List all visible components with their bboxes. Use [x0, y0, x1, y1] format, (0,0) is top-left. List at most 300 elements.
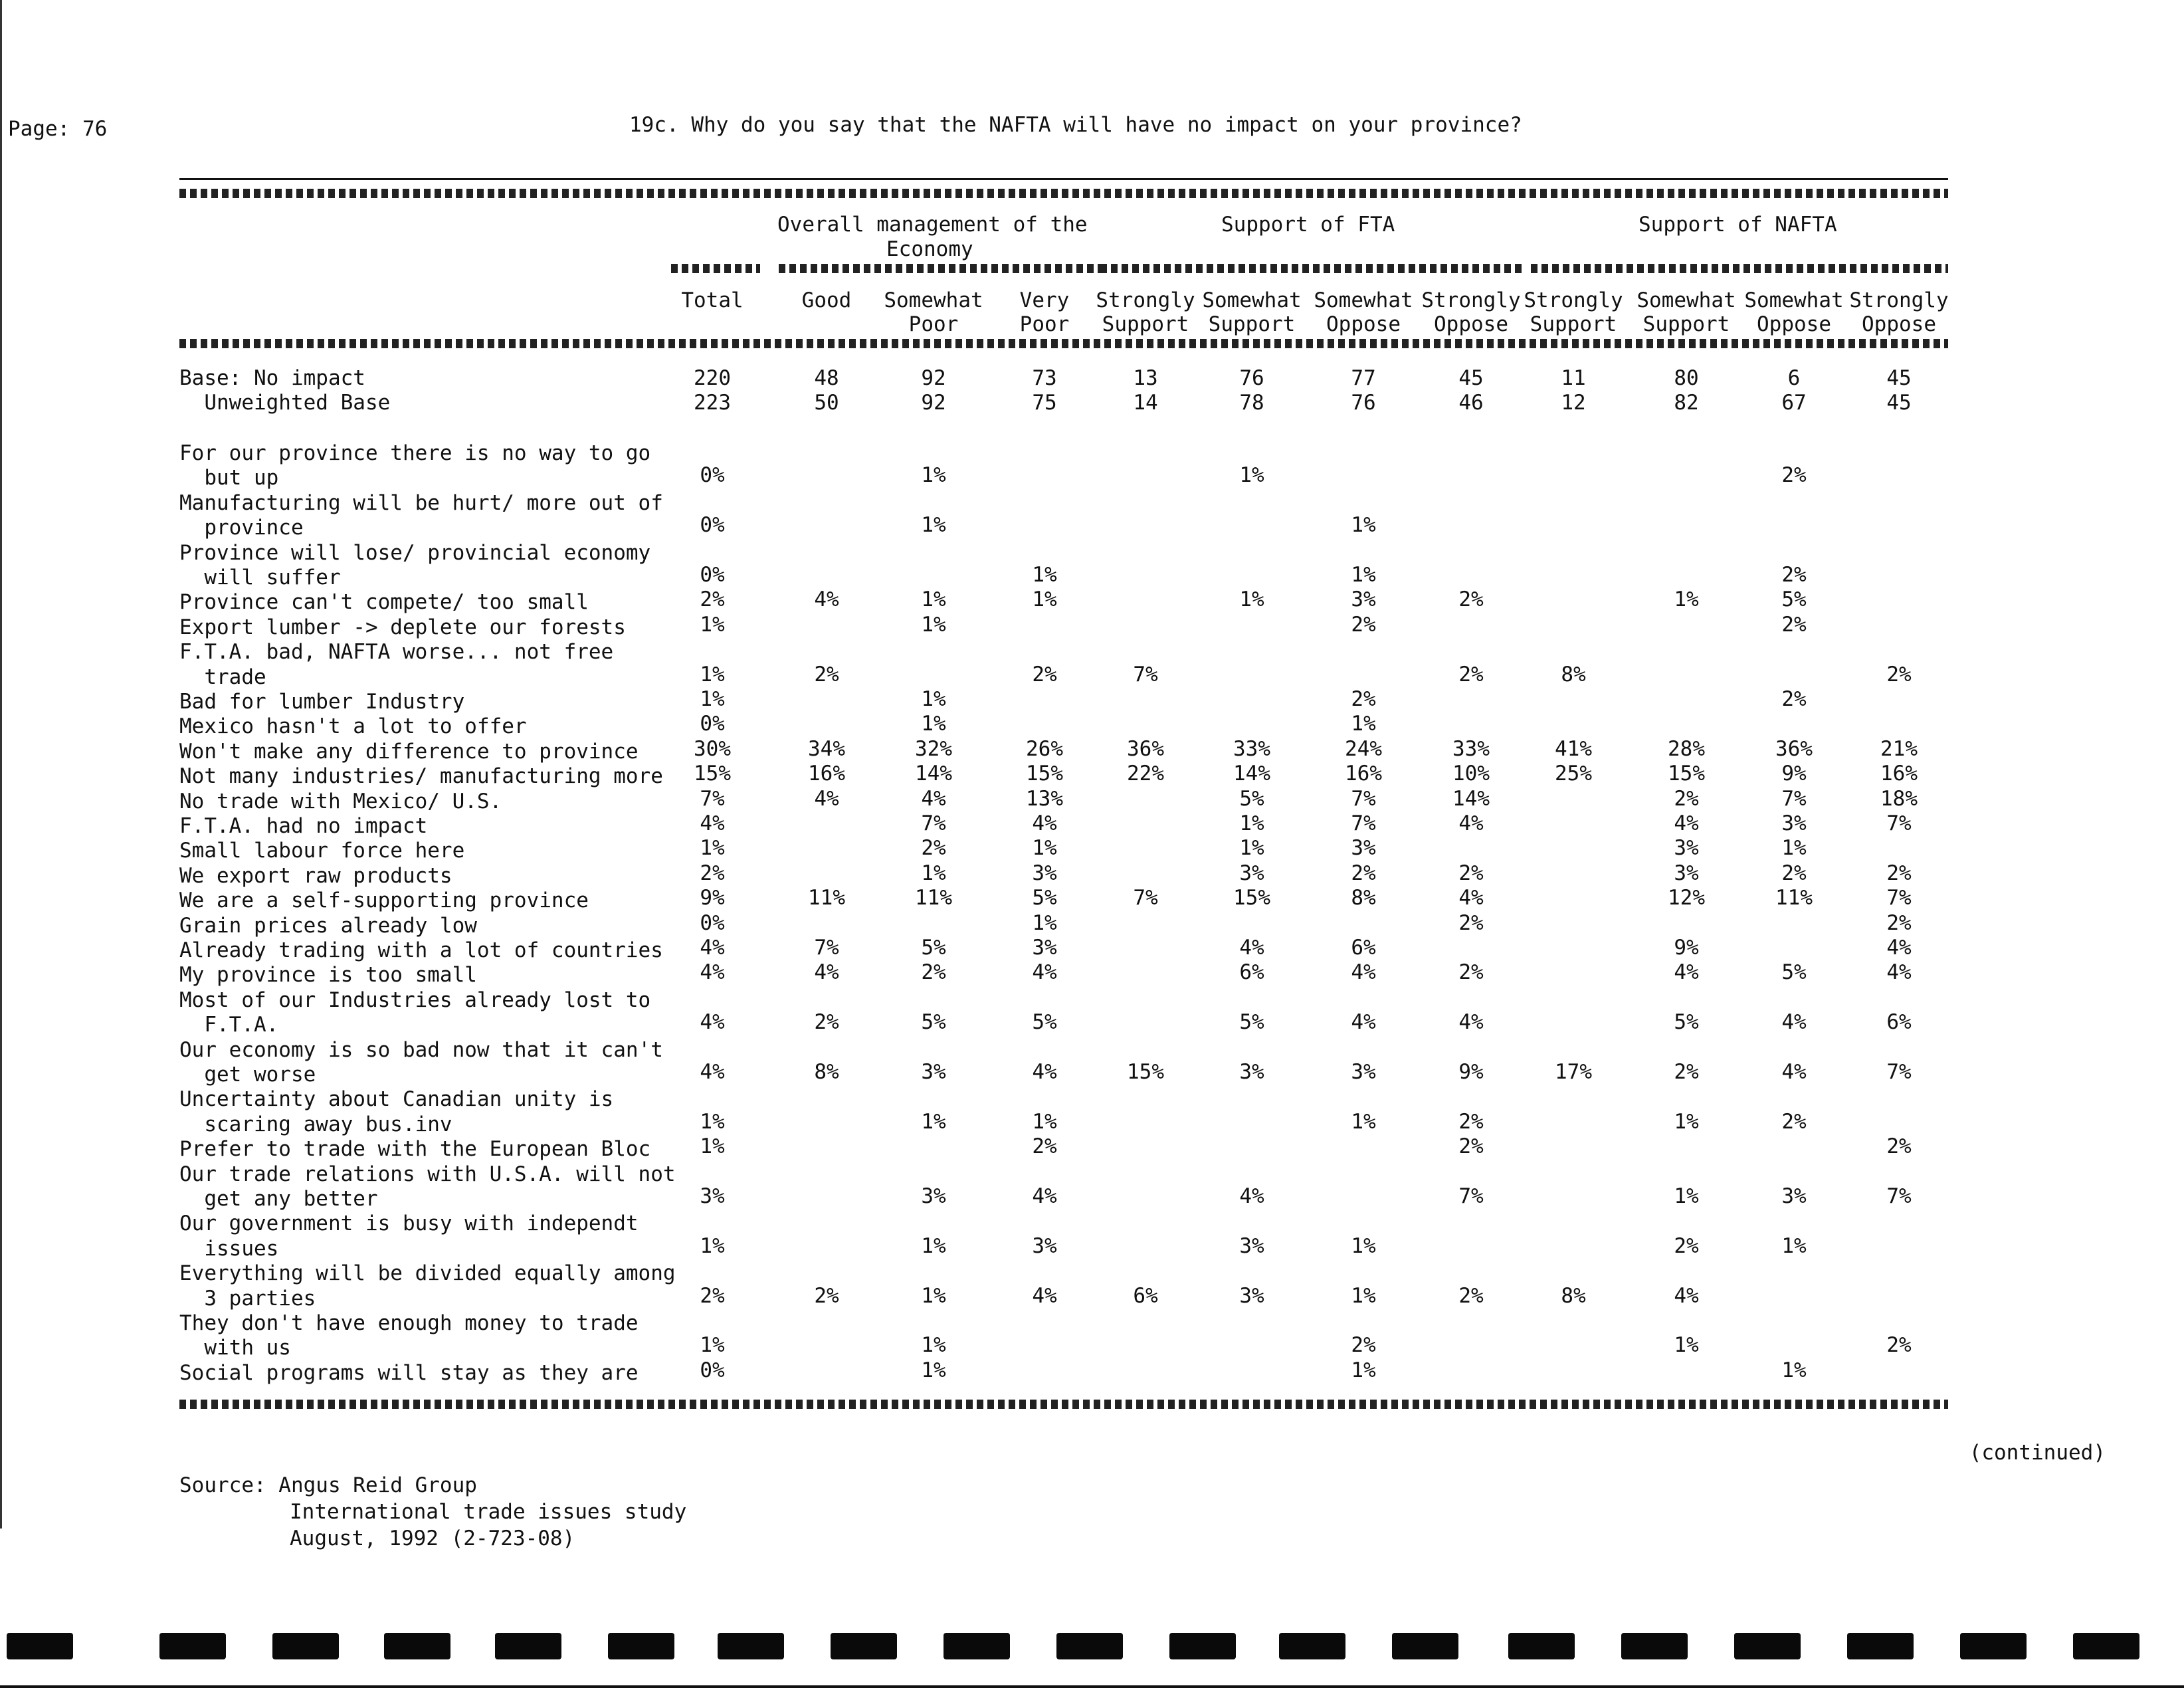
cell-value: 3% — [1674, 861, 1699, 885]
cell-value: 1% — [1781, 836, 1807, 861]
column-header-line2: Support — [1208, 312, 1296, 336]
column-header-line2: Support — [1102, 312, 1189, 336]
cell-value: 14% — [915, 762, 952, 786]
cell-value: 2% — [1781, 861, 1807, 885]
cell-value: 7% — [1133, 662, 1158, 687]
footer-bar — [7, 1633, 73, 1659]
cell-value: 2% — [1674, 1060, 1699, 1084]
cell-value: 8% — [1561, 1283, 1586, 1308]
footer-bar — [1169, 1633, 1236, 1659]
cell-value: 34% — [808, 736, 845, 761]
cell-value: 7% — [1886, 811, 1912, 835]
base-value: 48 — [814, 366, 839, 390]
row-label: Mexico hasn't a lot to offer — [179, 714, 527, 739]
dashed-rule-bottom — [179, 1400, 1948, 1409]
cell-value: 2% — [1886, 662, 1912, 687]
cell-value: 26% — [1026, 736, 1063, 761]
cell-value: 1% — [1781, 1358, 1807, 1382]
cell-value: 25% — [1555, 762, 1592, 786]
cell-value: 7% — [1781, 786, 1807, 811]
row-label-line1: Province will lose/ provincial economy — [179, 540, 651, 565]
footer-bar — [1392, 1633, 1458, 1659]
column-header-line1: Somewhat — [1202, 288, 1302, 312]
cell-value: 4% — [1886, 960, 1912, 985]
cell-value: 4% — [921, 786, 946, 811]
footer-bar — [1621, 1633, 1688, 1659]
cell-value: 4% — [700, 1060, 725, 1084]
footer-bar — [2073, 1633, 2139, 1659]
cell-value: 7% — [1886, 886, 1912, 910]
cell-value: 1% — [1032, 836, 1057, 861]
cell-value: 0% — [700, 712, 725, 736]
cell-value: 6% — [1133, 1283, 1158, 1308]
cell-value: 2% — [921, 836, 946, 861]
cell-value: 1% — [700, 662, 725, 687]
cell-value: 4% — [1032, 1184, 1057, 1208]
cell-value: 1% — [1781, 1233, 1807, 1258]
cell-value: 5% — [1781, 960, 1807, 985]
footer-bar — [159, 1633, 226, 1659]
cell-value: 2% — [700, 587, 725, 612]
row-label: Prefer to trade with the European Bloc — [179, 1137, 651, 1162]
cell-value: 4% — [814, 587, 839, 612]
cell-value: 5% — [1239, 1010, 1264, 1035]
cell-value: 6% — [1351, 936, 1376, 960]
row-label: province — [179, 516, 304, 540]
cell-value: 2% — [1458, 910, 1484, 935]
base-value: 76 — [1239, 366, 1264, 390]
group-header-nafta: Support of NAFTA — [1638, 213, 1837, 237]
row-label: get worse — [179, 1063, 316, 1087]
cell-value: 2% — [1032, 662, 1057, 687]
row-label-line1: They don't have enough money to trade — [179, 1311, 639, 1335]
dash-economy — [779, 264, 1107, 273]
row-label: Export lumber -> deplete our forests — [179, 615, 626, 639]
cell-value: 3% — [1239, 1233, 1264, 1258]
cell-value: 3% — [1674, 836, 1699, 861]
cell-value: 1% — [1032, 587, 1057, 612]
cell-value: 7% — [1133, 886, 1158, 910]
cell-value: 1% — [1674, 1333, 1699, 1358]
cell-value: 3% — [1239, 1283, 1264, 1308]
row-label: Social programs will stay as they are — [179, 1360, 639, 1385]
cell-value: 4% — [1674, 811, 1699, 835]
cell-value: 1% — [1351, 513, 1376, 538]
cell-value: 9% — [1674, 936, 1699, 960]
cell-value: 13% — [1026, 786, 1063, 811]
cell-value: 6% — [1886, 1010, 1912, 1035]
row-label: We are a self-supporting province — [179, 889, 589, 913]
footer-bar — [1847, 1633, 1914, 1659]
cell-value: 11% — [915, 886, 952, 910]
cell-value: 4% — [1781, 1060, 1807, 1084]
cell-value: 33% — [1233, 736, 1270, 761]
bottom-rule — [0, 1685, 2184, 1688]
cell-value: 2% — [1458, 1109, 1484, 1134]
cell-value: 1% — [921, 1358, 946, 1382]
footer-bar — [943, 1633, 1010, 1659]
row-label-line1: Our government is busy with independt — [179, 1212, 639, 1236]
cell-value: 1% — [1351, 563, 1376, 587]
row-label-line1: Most of our Industries already lost to — [179, 988, 651, 1012]
base-value: 220 — [694, 366, 731, 390]
cell-value: 5% — [1781, 587, 1807, 612]
cell-value: 22% — [1127, 762, 1164, 786]
cell-value: 1% — [921, 463, 946, 488]
group-header-economy: Overall management of the — [777, 213, 1088, 237]
row-label: We export raw products — [179, 863, 452, 888]
cell-value: 1% — [700, 1109, 725, 1134]
cell-value: 4% — [700, 811, 725, 835]
row-label: F.T.A. had no impact — [179, 814, 428, 838]
base-value: 14 — [1133, 391, 1158, 415]
cell-value: 9% — [1458, 1060, 1484, 1084]
row-label: trade — [179, 665, 266, 689]
cell-value: 1% — [921, 513, 946, 538]
row-label: Won't make any difference to province — [179, 739, 639, 764]
cell-value: 1% — [1239, 811, 1264, 835]
cell-value: 7% — [1351, 786, 1376, 811]
cell-value: 4% — [814, 960, 839, 985]
cell-value: 1% — [1351, 1233, 1376, 1258]
base-value: 92 — [921, 391, 946, 415]
cell-value: 1% — [1674, 1109, 1699, 1134]
cell-value: 2% — [1781, 563, 1807, 587]
group-header-fta: Support of FTA — [1221, 213, 1395, 237]
cell-value: 1% — [1351, 1283, 1376, 1308]
cell-value: 4% — [1886, 936, 1912, 960]
base-value: 50 — [814, 391, 839, 415]
cell-value: 2% — [814, 662, 839, 687]
cell-value: 2% — [700, 1283, 725, 1308]
cell-value: 33% — [1452, 736, 1490, 761]
cell-value: 2% — [1886, 1333, 1912, 1358]
cell-value: 3% — [1351, 587, 1376, 612]
footer-bar — [608, 1633, 674, 1659]
cell-value: 8% — [1351, 886, 1376, 910]
cell-value: 14% — [1452, 786, 1490, 811]
footer-bar — [272, 1633, 339, 1659]
source-line-3: August, 1992 (2-723-08) — [290, 1527, 575, 1550]
dash-total — [671, 264, 760, 273]
cell-value: 2% — [1351, 687, 1376, 711]
cell-value: 3% — [1351, 1060, 1376, 1084]
footer-bar — [1279, 1633, 1345, 1659]
cell-value: 1% — [1351, 1358, 1376, 1382]
cell-value: 2% — [1458, 662, 1484, 687]
cell-value: 3% — [921, 1184, 946, 1208]
cell-value: 3% — [1239, 861, 1264, 885]
cell-value: 2% — [700, 861, 725, 885]
cell-value: 1% — [1351, 1109, 1376, 1134]
footer-bar — [1734, 1633, 1801, 1659]
cell-value: 2% — [814, 1283, 839, 1308]
cell-value: 7% — [1886, 1184, 1912, 1208]
cell-value: 2% — [1458, 587, 1484, 612]
cell-value: 2% — [1674, 786, 1699, 811]
cell-value: 1% — [921, 1283, 946, 1308]
cell-value: 10% — [1452, 762, 1490, 786]
row-label: Already trading with a lot of countries — [179, 938, 663, 962]
base-value: 78 — [1239, 391, 1264, 415]
row-label: but up — [179, 466, 279, 490]
cell-value: 16% — [808, 762, 845, 786]
cell-value: 4% — [1032, 811, 1057, 835]
row-label: issues — [179, 1236, 279, 1261]
group-header-economy-line2: Economy — [886, 237, 973, 261]
cell-value: 4% — [1458, 886, 1484, 910]
footer-bar — [495, 1633, 561, 1659]
column-header-line2: Poor — [908, 312, 959, 336]
cell-value: 4% — [814, 786, 839, 811]
cell-value: 1% — [1239, 587, 1264, 612]
cell-value: 15% — [1233, 886, 1270, 910]
cell-value: 4% — [1239, 936, 1264, 960]
cell-value: 15% — [1127, 1060, 1164, 1084]
top-rule — [179, 178, 1948, 180]
cell-value: 4% — [700, 936, 725, 960]
footer-bar — [718, 1633, 784, 1659]
base-value: 92 — [921, 366, 946, 390]
row-label: with us — [179, 1336, 291, 1360]
cell-value: 2% — [1781, 463, 1807, 488]
cell-value: 5% — [921, 936, 946, 960]
cell-value: 4% — [1032, 1060, 1057, 1084]
base-value: 13 — [1133, 366, 1158, 390]
cell-value: 1% — [921, 612, 946, 637]
cell-value: 1% — [1674, 587, 1699, 612]
cell-value: 0% — [700, 563, 725, 587]
column-header-line1: Somewhat — [1314, 288, 1413, 312]
cell-value: 1% — [921, 712, 946, 736]
row-label: Small labour force here — [179, 839, 465, 863]
cell-value: 4% — [1674, 960, 1699, 985]
cell-value: 14% — [1233, 762, 1270, 786]
base-value: 76 — [1351, 391, 1376, 415]
cell-value: 3% — [1781, 811, 1807, 835]
cell-value: 3% — [921, 1060, 946, 1084]
cell-value: 0% — [700, 910, 725, 935]
base-label: Base: No impact — [179, 366, 365, 390]
cell-value: 1% — [921, 1233, 946, 1258]
cell-value: 4% — [1351, 960, 1376, 985]
column-header-line1: Somewhat — [1744, 288, 1844, 312]
row-label-line1: Our economy is so bad now that it can't — [179, 1037, 663, 1062]
cell-value: 2% — [1781, 1109, 1807, 1134]
base-value: 223 — [694, 391, 731, 415]
cell-value: 3% — [1032, 861, 1057, 885]
column-header-line2: Oppose — [1862, 312, 1936, 336]
column-header-line2: Poor — [1019, 312, 1070, 336]
cell-value: 16% — [1880, 762, 1918, 786]
column-header-line2: Support — [1530, 312, 1617, 336]
row-label: F.T.A. — [179, 1013, 279, 1037]
cell-value: 28% — [1668, 736, 1705, 761]
cell-value: 3% — [1781, 1184, 1807, 1208]
source-line-2: International trade issues study — [290, 1500, 687, 1524]
cell-value: 4% — [700, 1010, 725, 1035]
cell-value: 2% — [1351, 1333, 1376, 1358]
row-label-line1: For our province there is no way to go — [179, 441, 651, 465]
cell-value: 1% — [1239, 836, 1264, 861]
dashed-rule-header — [179, 339, 1948, 348]
cell-value: 2% — [1351, 612, 1376, 637]
page-number: Page: 76 — [8, 117, 108, 141]
dash-fta — [1100, 264, 1522, 273]
cell-value: 2% — [1886, 1134, 1912, 1159]
cell-value: 0% — [700, 513, 725, 538]
base-label: Unweighted Base — [179, 391, 391, 415]
base-value: 67 — [1781, 391, 1807, 415]
cell-value: 1% — [700, 836, 725, 861]
cell-value: 21% — [1880, 736, 1918, 761]
cell-value: 24% — [1345, 736, 1382, 761]
cell-value: 9% — [1781, 762, 1807, 786]
row-label: scaring away bus.inv — [179, 1112, 452, 1136]
cell-value: 32% — [915, 736, 952, 761]
cell-value: 8% — [814, 1060, 839, 1084]
base-value: 46 — [1458, 391, 1484, 415]
cell-value: 3% — [1032, 1233, 1057, 1258]
cell-value: 1% — [700, 612, 725, 637]
cell-value: 3% — [1351, 836, 1376, 861]
column-header-line1: Good — [801, 288, 852, 312]
cell-value: 2% — [1781, 612, 1807, 637]
cell-value: 7% — [814, 936, 839, 960]
cell-value: 3% — [700, 1184, 725, 1208]
cell-value: 16% — [1345, 762, 1382, 786]
cell-value: 1% — [921, 587, 946, 612]
base-value: 45 — [1886, 366, 1912, 390]
row-label-line1: Manufacturing will be hurt/ more out of — [179, 490, 663, 515]
base-value: 73 — [1032, 366, 1057, 390]
row-label: My province is too small — [179, 963, 477, 988]
cell-value: 0% — [700, 463, 725, 488]
row-label: Grain prices already low — [179, 913, 477, 938]
cell-value: 36% — [1775, 736, 1813, 761]
cell-value: 3% — [1239, 1060, 1264, 1084]
continued-note: (continued) — [1969, 1441, 2106, 1465]
base-value: 45 — [1886, 391, 1912, 415]
row-label: 3 parties — [179, 1286, 316, 1311]
cell-value: 4% — [1458, 1010, 1484, 1035]
row-label-line1: Our trade relations with U.S.A. will not — [179, 1162, 676, 1186]
cell-value: 5% — [1032, 1010, 1057, 1035]
row-label: Not many industries/ manufacturing more — [179, 764, 663, 789]
cell-value: 5% — [1239, 786, 1264, 811]
cell-value: 4% — [700, 960, 725, 985]
cell-value: 1% — [700, 687, 725, 711]
cell-value: 8% — [1561, 662, 1586, 687]
column-header-line2: Oppose — [1434, 312, 1508, 336]
cell-value: 7% — [1351, 811, 1376, 835]
row-label: No trade with Mexico/ U.S. — [179, 789, 502, 813]
footer-bar — [831, 1633, 897, 1659]
row-label: will suffer — [179, 566, 341, 589]
cell-value: 9% — [700, 886, 725, 910]
column-header-line1: Strongly — [1524, 288, 1623, 312]
cell-value: 2% — [1458, 861, 1484, 885]
cell-value: 12% — [1668, 886, 1705, 910]
base-value: 77 — [1351, 366, 1376, 390]
footer-bar — [1056, 1633, 1123, 1659]
cell-value: 7% — [921, 811, 946, 835]
cell-value: 4% — [1032, 960, 1057, 985]
column-header-line1: Somewhat — [1637, 288, 1736, 312]
cell-value: 2% — [921, 960, 946, 985]
cell-value: 2% — [1351, 861, 1376, 885]
source-block — [179, 1472, 686, 1552]
column-header-line2: Support — [1642, 312, 1730, 336]
footer-bar — [1960, 1633, 2027, 1659]
cell-value: 30% — [694, 736, 731, 761]
cell-value: 2% — [1781, 687, 1807, 711]
cell-value: 4% — [1351, 1010, 1376, 1035]
cell-value: 1% — [921, 687, 946, 711]
question-title: 19c. Why do you say that the NAFTA will have no impact on your province? — [629, 113, 1522, 137]
cell-value: 11% — [808, 886, 845, 910]
cell-value: 41% — [1555, 736, 1592, 761]
cell-value: 4% — [1032, 1283, 1057, 1308]
footer-bar — [384, 1633, 450, 1659]
row-label: Bad for lumber Industry — [179, 690, 465, 714]
base-value: 6 — [1787, 366, 1801, 390]
dashed-rule-top — [179, 189, 1948, 198]
cell-value: 1% — [700, 1233, 725, 1258]
cell-value: 18% — [1880, 786, 1918, 811]
row-label-line1: Uncertainty about Canadian unity is — [179, 1087, 614, 1112]
cell-value: 1% — [921, 861, 946, 885]
column-header-line2: Oppose — [1757, 312, 1831, 336]
cell-value: 2% — [1674, 1233, 1699, 1258]
base-value: 12 — [1561, 391, 1586, 415]
cell-value: 1% — [700, 1134, 725, 1159]
source-line-1: Source: Angus Reid Group — [179, 1473, 477, 1497]
cell-value: 17% — [1555, 1060, 1592, 1084]
cell-value: 4% — [1674, 1283, 1699, 1308]
row-label-line1: F.T.A. bad, NAFTA worse... not free — [179, 640, 614, 665]
cell-value: 2% — [1886, 910, 1912, 935]
column-header-line1: Very — [1019, 288, 1070, 312]
cell-value: 15% — [1668, 762, 1705, 786]
base-value: 11 — [1561, 366, 1586, 390]
scan-left-edge — [0, 0, 2, 1529]
cell-value: 2% — [1458, 960, 1484, 985]
column-header-line1: Somewhat — [884, 288, 983, 312]
cell-value: 15% — [694, 762, 731, 786]
base-value: 45 — [1458, 366, 1484, 390]
cell-value: 1% — [1239, 463, 1264, 488]
footer-bar — [1508, 1633, 1575, 1659]
cell-value: 2% — [1458, 1283, 1484, 1308]
cell-value: 2% — [1886, 861, 1912, 885]
base-value: 82 — [1674, 391, 1699, 415]
cell-value: 6% — [1239, 960, 1264, 985]
cell-value: 2% — [1458, 1134, 1484, 1159]
cell-value: 1% — [921, 1109, 946, 1134]
cell-value: 7% — [700, 786, 725, 811]
row-label-line1: Everything will be divided equally among — [179, 1261, 676, 1286]
cell-value: 1% — [700, 1333, 725, 1358]
dash-nafta — [1531, 264, 1948, 273]
column-header-line2: Oppose — [1326, 312, 1401, 336]
cell-value: 7% — [1458, 1184, 1484, 1208]
cell-value: 11% — [1775, 886, 1813, 910]
cell-value: 4% — [1458, 811, 1484, 835]
column-header-line1: Strongly — [1096, 288, 1195, 312]
cell-value: 3% — [1032, 936, 1057, 960]
cell-value: 5% — [1674, 1010, 1699, 1035]
